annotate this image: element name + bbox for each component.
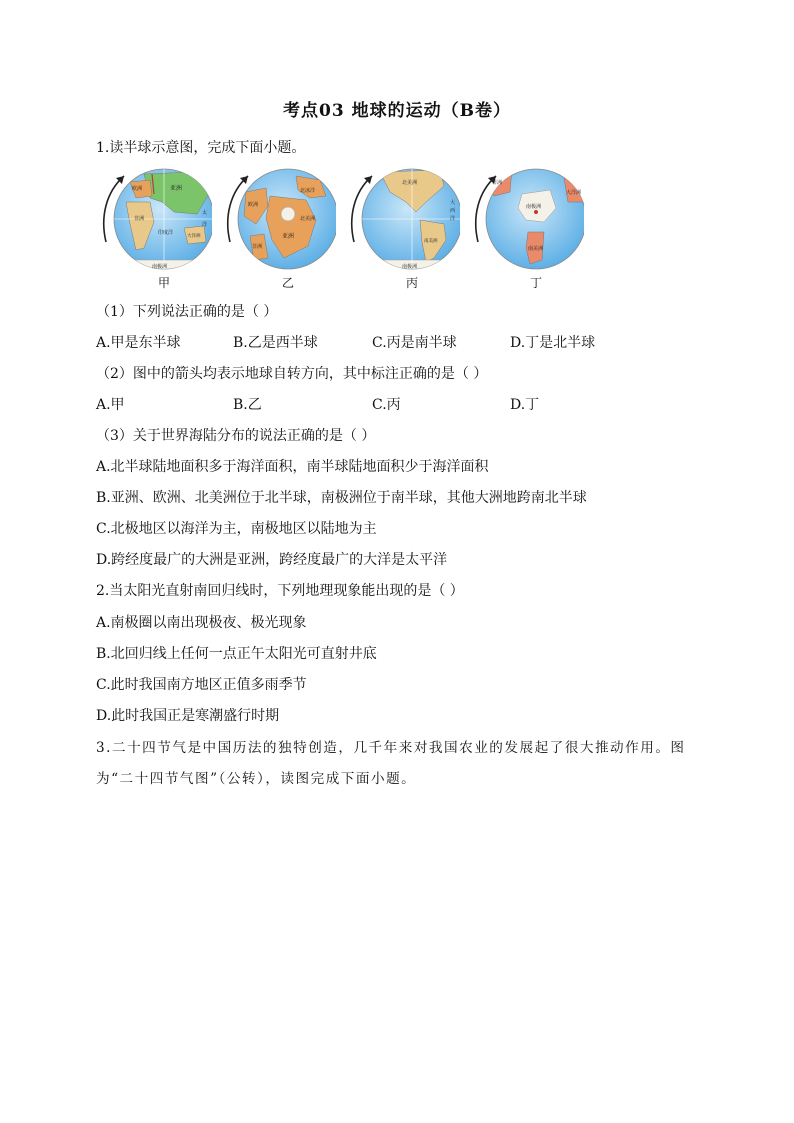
globe-yi xyxy=(216,162,336,274)
globe-label-ding: 丁 xyxy=(529,276,542,290)
globe-label-yi: 乙 xyxy=(281,276,294,290)
map-label: 大 xyxy=(450,200,456,206)
option-d[interactable]: D.此时我国正是寒潮盛行时期 xyxy=(96,708,280,724)
option-b[interactable]: B.亚洲、欧洲、北美洲位于北半球，南极洲位于南半球，其他大洲地跨南北半球 xyxy=(96,490,587,506)
map-label: 南美洲 xyxy=(528,246,544,252)
globe-bing xyxy=(340,162,460,274)
option-d[interactable]: D.丁 xyxy=(510,397,540,413)
map-label: 印度洋 xyxy=(158,230,174,236)
map-label: 南美洲 xyxy=(424,239,438,244)
q1-sub3-stem: （3）关于世界海陆分布的说法正确的是（ ） xyxy=(96,428,376,444)
globe-panel-ding xyxy=(464,162,584,292)
map-label: 南极洲 xyxy=(152,264,168,270)
q1-sub1-stem: （1）下列说法正确的是（ ） xyxy=(96,304,278,320)
globe-panel-bing xyxy=(340,162,460,292)
globe-label-jia: 甲 xyxy=(157,276,170,290)
option-a[interactable]: A.北半球陆地面积多于海洋面积，南半球陆地面积少于海洋面积 xyxy=(96,459,489,475)
option-d[interactable]: D.跨经度最广的大洲是亚洲，跨经度最广的大洋是太平洋 xyxy=(96,552,448,568)
map-label: 大洋洲 xyxy=(566,190,582,196)
option-c[interactable]: C.北极地区以海洋为主，南极地区以陆地为主 xyxy=(96,521,377,537)
map-label: 北冰洋 xyxy=(300,188,316,194)
map-label: 大洋洲 xyxy=(187,234,201,239)
option-b[interactable]: B.乙 xyxy=(233,397,262,413)
question-2-stem: 2.当太阳光直射南回归线时，下列地理现象能出现的是（ ） xyxy=(96,583,464,599)
map-label: 非洲 xyxy=(492,180,503,186)
globe-ding xyxy=(464,162,584,274)
question-1-stem: 1.读半球示意图，完成下面小题。 xyxy=(96,140,306,156)
globe-panel-jia xyxy=(92,162,212,292)
option-a[interactable]: A.南极圈以南出现极夜、极光现象 xyxy=(96,615,307,631)
map-label: 南极洲 xyxy=(526,204,542,210)
option-c[interactable]: C.丙是南半球 xyxy=(372,335,457,351)
option-c[interactable]: C.此时我国南方地区正值多雨季节 xyxy=(96,677,307,693)
map-label: 亚洲 xyxy=(282,233,295,240)
map-label: 西 xyxy=(450,208,456,214)
map-label: 太 xyxy=(202,210,208,216)
option-d[interactable]: D.丁是北半球 xyxy=(510,335,596,351)
map-label: 欧洲 xyxy=(132,186,143,192)
map-label: 非洲 xyxy=(252,244,263,250)
option-a[interactable]: A.甲 xyxy=(96,397,125,413)
option-b[interactable]: B.北回归线上任何一点正午太阳光可直射井底 xyxy=(96,646,377,662)
map-label: 欧洲 xyxy=(248,202,259,208)
option-a[interactable]: A.甲是东半球 xyxy=(96,335,181,351)
question-3-stem: 3.二十四节气是中国历法的独特创造，几千年来对我国农业的发展起了很大推动作用。图为“二十四节气图”（公转），读图完成下面小题。 xyxy=(96,740,686,787)
globe-jia xyxy=(92,162,212,274)
hemisphere-figure xyxy=(92,162,592,292)
map-label: 洋 xyxy=(202,222,208,228)
option-b[interactable]: B.乙是西半球 xyxy=(233,335,318,351)
map-label: 非洲 xyxy=(134,216,145,222)
map-label: 北美洲 xyxy=(300,216,316,222)
q1-sub2-stem: （2）图中的箭头均表示地球自转方向，其中标注正确的是（ ） xyxy=(96,366,488,382)
map-label: 北美洲 xyxy=(402,180,418,186)
map-label: 南极洲 xyxy=(402,264,418,270)
option-c[interactable]: C.丙 xyxy=(372,397,401,413)
globe-panel-yi xyxy=(216,162,336,292)
map-label: 亚洲 xyxy=(170,185,183,192)
globe-label-bing: 丙 xyxy=(405,276,418,290)
page-title: 考点03 地球的运动（B卷） xyxy=(283,101,511,121)
map-label: 洋 xyxy=(450,216,456,222)
